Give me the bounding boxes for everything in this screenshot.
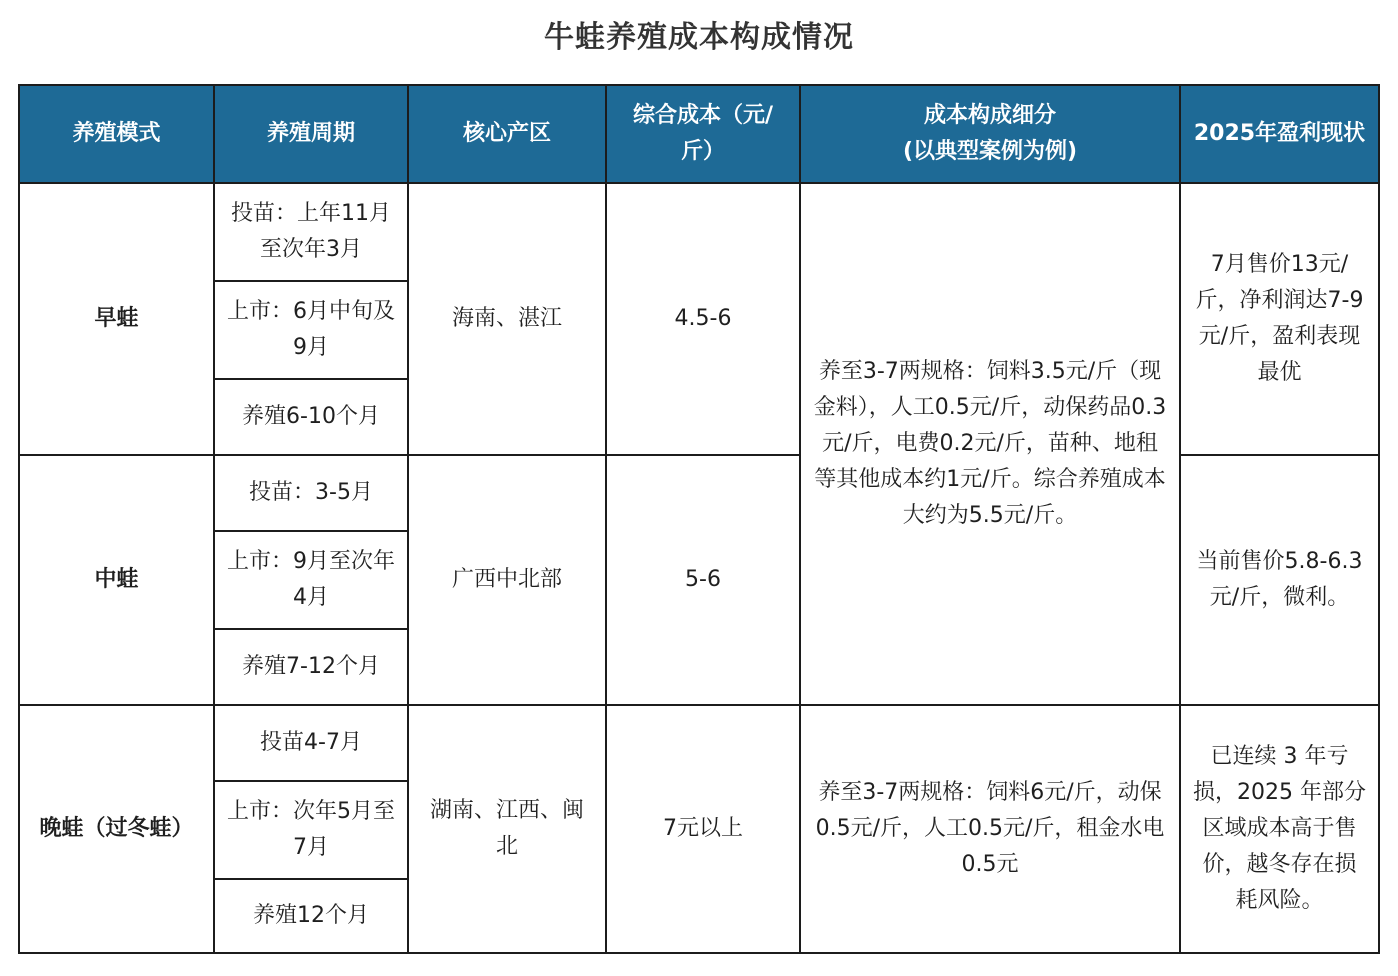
header-cost: 综合成本（元/斤） xyxy=(606,85,800,183)
table-row xyxy=(19,183,1379,281)
header-region: 核心产区 xyxy=(408,85,606,183)
header-cycle: 养殖周期 xyxy=(214,85,408,183)
region-cell: 广西中北部 xyxy=(408,455,606,705)
cycle-cell: 投苗4-7月 xyxy=(214,705,408,781)
header-mode: 养殖模式 xyxy=(19,85,214,183)
cost-cell: 7元以上 xyxy=(606,705,800,953)
cycle-cell: 投苗：3-5月 xyxy=(214,455,408,531)
page-title: 牛蛙养殖成本构成情况 xyxy=(544,20,854,55)
header-breakdown: 成本构成细分 (以典型案例为例) xyxy=(800,85,1180,183)
cycle-cell: 养殖7-12个月 xyxy=(214,629,408,705)
mode-cell: 晚蛙（过冬蛙） xyxy=(19,705,214,953)
cycle-cell: 上市：6月中旬及9月 xyxy=(214,281,408,379)
cost-cell: 5-6 xyxy=(606,455,800,705)
mode-cell: 早蛙 xyxy=(19,183,214,455)
cycle-cell: 养殖6-10个月 xyxy=(214,379,408,455)
region-cell: 海南、湛江 xyxy=(408,183,606,455)
cost-table xyxy=(18,84,1380,954)
cycle-cell: 上市：次年5月至7月 xyxy=(214,781,408,879)
profit-cell: 7月售价13元/斤，净利润达7-9元/斤，盈利表现最优 xyxy=(1180,183,1379,455)
table-row xyxy=(19,705,1379,781)
profit-cell: 当前售价5.8-6.3元/斤，微利。 xyxy=(1180,455,1379,705)
table-header-row xyxy=(19,85,1379,183)
breakdown-cell: 养至3-7两规格：饲料3.5元/斤（现金料），人工0.5元/斤，动保药品0.3元/斤，电费0.2元/斤，苗种、地租等其他成本约1元/斤。综合养殖成本大约为5.5元/斤。 xyxy=(800,183,1180,705)
cycle-cell: 投苗：上年11月至次年3月 xyxy=(214,183,408,281)
cost-cell: 4.5-6 xyxy=(606,183,800,455)
breakdown-cell: 养至3-7两规格：饲料6元/斤，动保0.5元/斤，人工0.5元/斤，租金水电0.5元 xyxy=(800,705,1180,953)
cycle-cell: 养殖12个月 xyxy=(214,879,408,953)
cycle-cell: 上市：9月至次年4月 xyxy=(214,531,408,629)
mode-cell: 中蛙 xyxy=(19,455,214,705)
profit-cell: 已连续 3 年亏损，2025 年部分区域成本高于售价，越冬存在损耗风险。 xyxy=(1180,705,1379,953)
header-profit: 2025年盈利现状 xyxy=(1180,85,1379,183)
region-cell: 湖南、江西、闽北 xyxy=(408,705,606,953)
